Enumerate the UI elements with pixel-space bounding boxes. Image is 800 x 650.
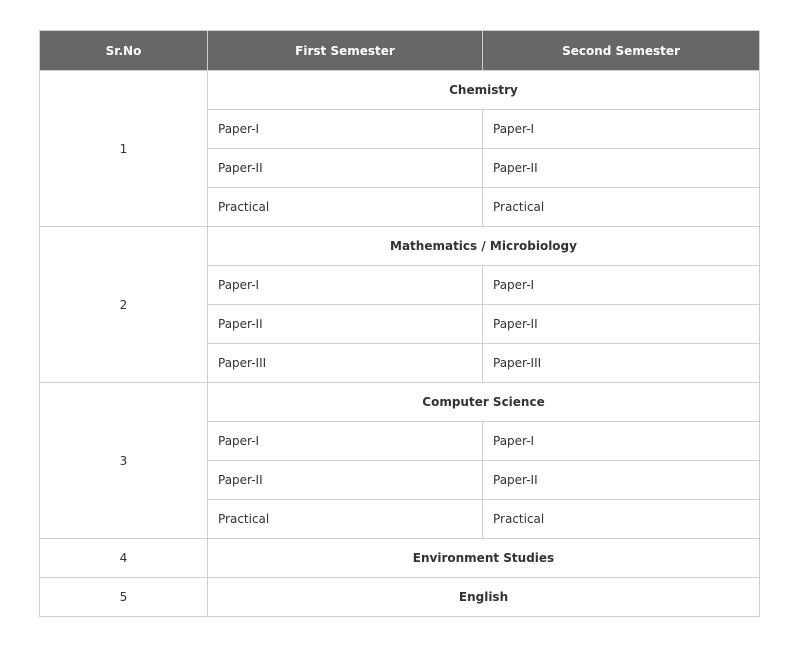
sr-no-cell: 3 [40,383,208,539]
table-row [40,71,760,110]
first-semester-paper-cell: Paper-I [208,266,483,305]
first-semester-paper-cell: Paper-II [208,461,483,500]
subject-heading-cell: Computer Science [208,383,760,422]
first-semester-paper-cell: Paper-II [208,305,483,344]
sr-no-cell: 2 [40,227,208,383]
second-semester-paper-cell: Paper-II [483,305,760,344]
syllabus-table-container [39,30,759,617]
second-semester-paper-cell: Paper-III [483,344,760,383]
second-semester-paper-cell: Paper-I [483,422,760,461]
table-row [40,539,760,578]
table-row [40,578,760,617]
sr-no-cell: 5 [40,578,208,617]
second-semester-paper-cell: Paper-II [483,461,760,500]
second-semester-paper-cell: Practical [483,188,760,227]
first-semester-paper-cell: Paper-I [208,110,483,149]
table-row [40,383,760,422]
first-semester-paper-cell: Practical [208,500,483,539]
sr-no-cell: 4 [40,539,208,578]
first-semester-paper-cell: Paper-II [208,149,483,188]
second-semester-paper-cell: Paper-II [483,149,760,188]
table-row [40,227,760,266]
semester-papers-table [39,30,760,617]
first-semester-paper-cell: Practical [208,188,483,227]
table-header-row [40,31,760,71]
second-semester-paper-cell: Practical [483,500,760,539]
sr-no-cell: 1 [40,71,208,227]
first-semester-paper-cell: Paper-III [208,344,483,383]
subject-heading-cell: Chemistry [208,71,760,110]
subject-heading-cell: English [208,578,760,617]
first-semester-paper-cell: Paper-I [208,422,483,461]
second-semester-paper-cell: Paper-I [483,266,760,305]
header-sr-no: Sr.No [40,31,208,71]
header-second-semester: Second Semester [483,31,760,71]
subject-heading-cell: Environment Studies [208,539,760,578]
subject-heading-cell: Mathematics / Microbiology [208,227,760,266]
second-semester-paper-cell: Paper-I [483,110,760,149]
header-first-semester: First Semester [208,31,483,71]
